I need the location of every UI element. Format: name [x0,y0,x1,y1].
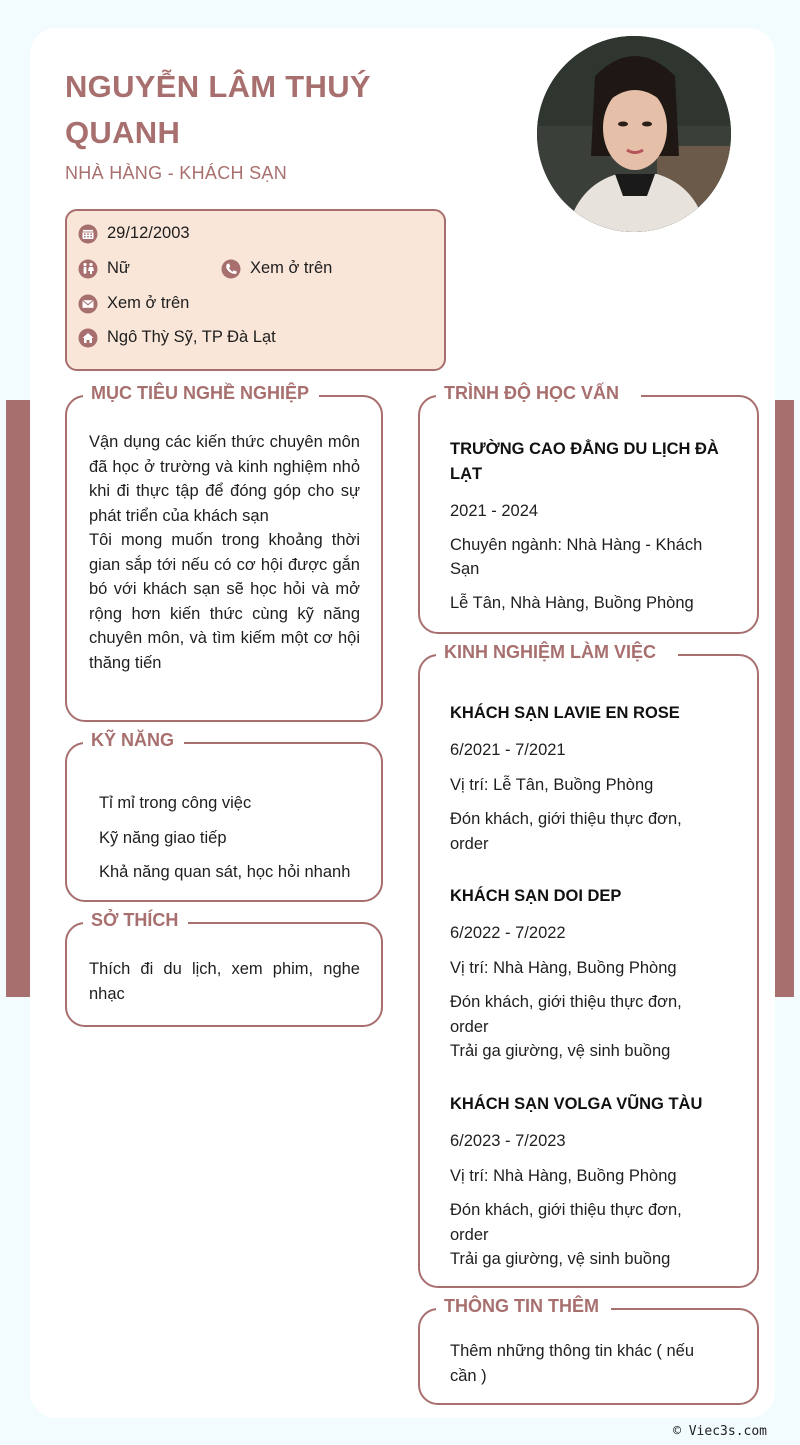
extra-info-section [418,1296,759,1405]
email-icon [77,293,98,314]
profile-photo [537,36,731,232]
job-period: 6/2022 - 7/2022 [450,924,566,942]
experience-title: KINH NGHIỆM LÀM VIỆC [436,642,678,663]
skill-item: Tỉ mỉ trong công việc [99,794,252,812]
birthday-value: 29/12/2003 [107,224,190,242]
skill-item: Kỹ năng giao tiếp [99,828,227,847]
experience-entry [450,701,720,884]
job-duty: Đón khách, giới thiệu thực đơn, order [450,993,682,1036]
contact-address [77,327,276,348]
job-position: Vị trí: Lễ Tân, Buồng Phòng [450,775,654,794]
hobbies-section [65,910,383,1027]
experience-list [450,701,720,1272]
job-period: 6/2021 - 7/2021 [450,741,566,759]
skills-title: KỸ NĂNG [83,730,184,751]
objective-paragraph-2: Tôi mong muốn trong khoảng thời gian sắp tới nếu có cơ hội được gắn bó với khách sạn sẽ học hỏi và mở rộng hơn kiến thức cùng kỹ năng chuyên môn, và tìm kiếm một cơ hội thăng tiến [89,531,360,672]
experience-entry [450,1092,720,1272]
skills-section [65,730,383,902]
job-duty: Đón khách, giới thiệu thực đơn, order [450,810,682,853]
education-focus: Lễ Tân, Nhà Hàng, Buồng Phòng [450,593,694,612]
phone-value: Xem ở trên [250,259,333,277]
candidate-name: NGUYỄN LÂM THUÝ QUANH [65,69,371,150]
objective-section [65,383,383,722]
gender-value: Nữ [107,259,130,277]
job-position: Vị trí: Nhà Hàng, Buồng Phòng [450,958,677,977]
education-period: 2021 - 2024 [450,502,539,520]
objective-paragraph-1: Vận dụng các kiến thức chuyên môn đã học ở trường và kinh nghiệm nhỏ khi đi thực tập để đóng góp cho sự phát triển của khách sạn [89,433,360,525]
hobbies-title: SỞ THÍCH [83,910,188,931]
company-name: KHÁCH SẠN LAVIE EN ROSE [450,704,680,722]
experience-section [418,642,759,1288]
job-duty: Trải ga giường, vệ sinh buồng [450,1250,671,1268]
education-section [418,383,759,634]
copyright-text: © Viec3s.com [673,1424,767,1439]
skill-item: Khả năng quan sát, học hỏi nhanh [99,863,351,881]
job-period: 6/2023 - 7/2023 [450,1132,566,1150]
contact-phone [220,258,332,279]
email-value: Xem ở trên [107,294,190,312]
phone-icon [220,258,241,279]
left-accent-band [6,400,30,997]
portrait-image [537,36,731,232]
education-major: Chuyên ngành: Nhà Hàng - Khách Sạn [450,535,703,578]
skills-list [99,791,350,885]
contact-email [77,293,189,314]
experience-entry [450,884,720,1092]
company-name: KHÁCH SẠN VOLGA VŨNG TÀU [450,1095,703,1113]
home-icon [77,327,98,348]
gender-icon [77,258,98,279]
school-name: TRƯỜNG CAO ĐẲNG DU LỊCH ĐÀ LẠT [450,440,719,483]
contact-birthday [77,223,190,244]
company-name: KHÁCH SẠN DOI DEP [450,887,622,905]
contact-card [65,209,446,371]
job-duty: Trải ga giường, vệ sinh buồng [450,1042,671,1060]
education-title: TRÌNH ĐỘ HỌC VẤN [436,383,641,404]
job-title: NHÀ HÀNG - KHÁCH SẠN [65,163,288,183]
job-duty: Đón khách, giới thiệu thực đơn, order [450,1201,682,1244]
job-position: Vị trí: Nhà Hàng, Buồng Phòng [450,1166,677,1185]
objective-title: MỤC TIÊU NGHỀ NGHIỆP [83,383,319,404]
calendar-icon [77,223,98,244]
education-content [450,437,720,615]
address-value: Ngô Thỳ Sỹ, TP Đà Lạt [107,328,276,346]
extra-info-text: Thêm những thông tin khác ( nếu cần ) [450,1342,695,1385]
hobbies-text: Thích đi du lịch, xem phim, nghe nhạc [89,960,360,1003]
contact-gender [77,258,130,279]
extra-info-title: THÔNG TIN THÊM [436,1296,611,1317]
